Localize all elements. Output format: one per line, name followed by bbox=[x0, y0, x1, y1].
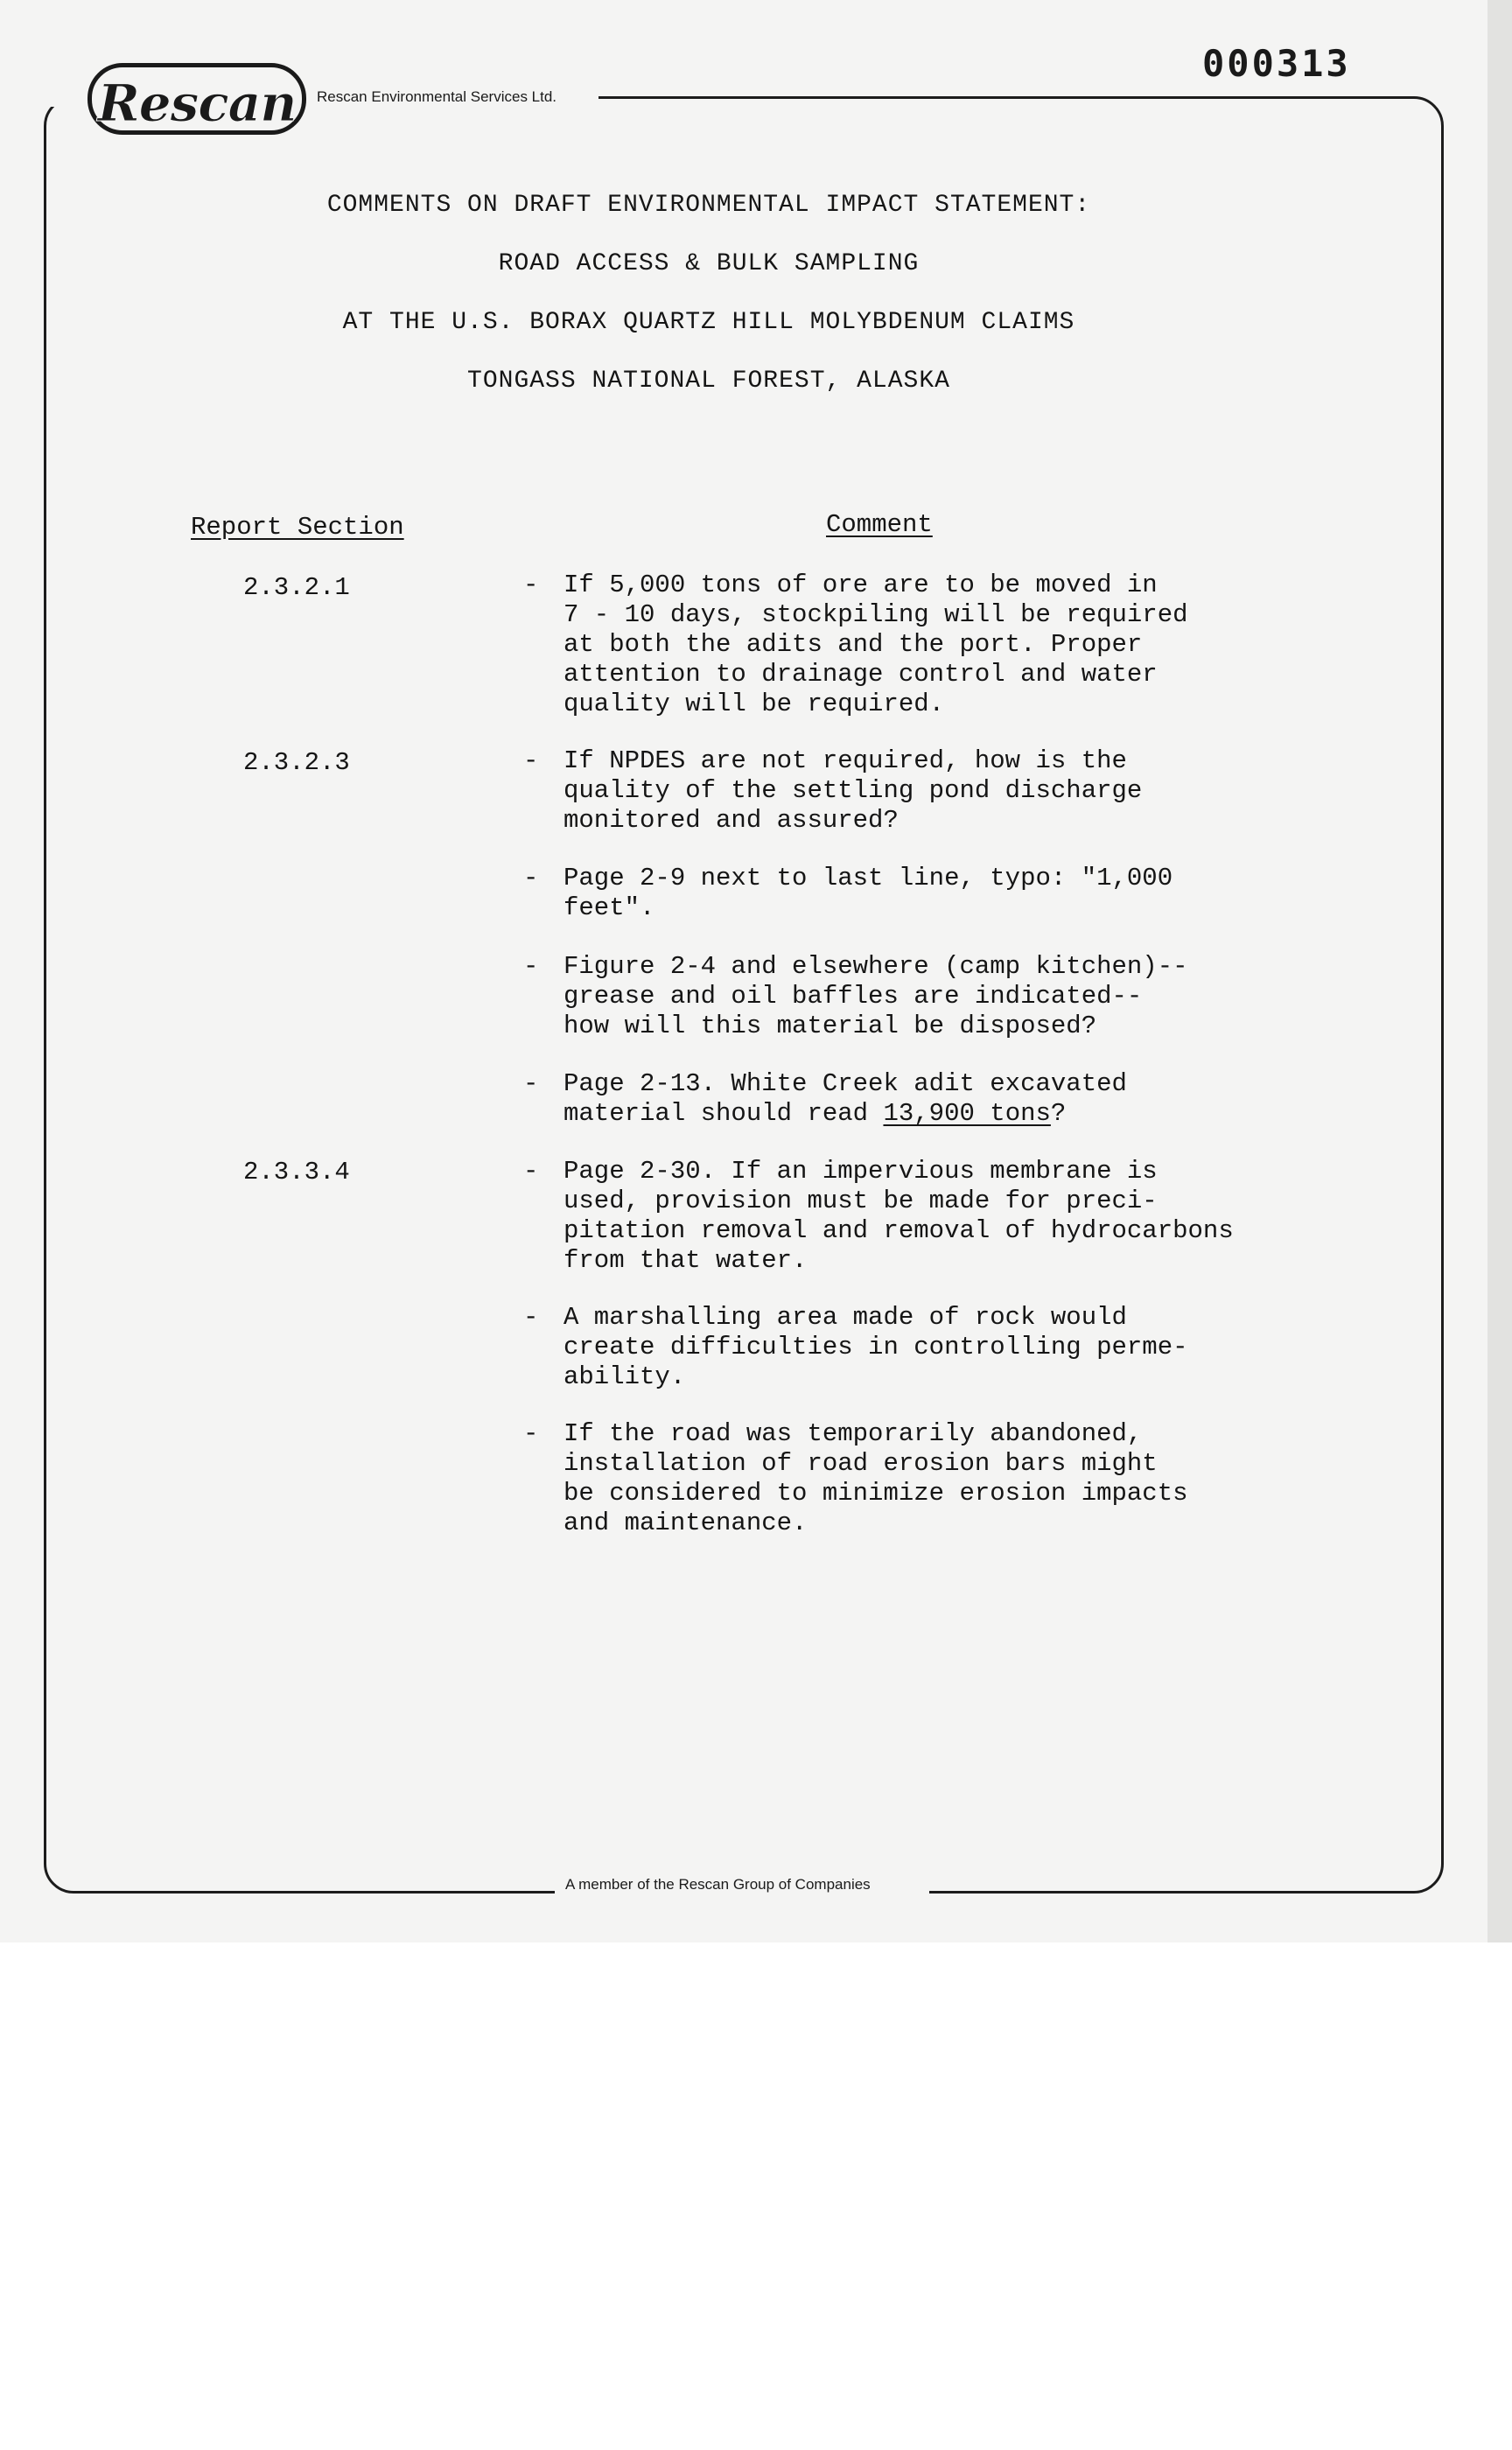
company-name: Rescan Environmental Services Ltd. bbox=[317, 88, 562, 106]
document-number: 000313 bbox=[1202, 42, 1351, 85]
comment-text bbox=[564, 1069, 1368, 1129]
comment-text-part: Page 2-13. White Creek adit excavated material should read bbox=[564, 1069, 1127, 1128]
page-edge-shadow bbox=[1488, 0, 1512, 1942]
comment-text: If the road was temporarily abandoned, installation of road erosion bars might be considered to minimize erosion impacts and maintenance. bbox=[564, 1419, 1188, 1537]
bullet-dash: - bbox=[523, 1069, 539, 1098]
comment-text: Page 2-30. If an impervious membrane is used, provision must be made for preci- pitation removal and removal of hydrocarbons from that water. bbox=[564, 1157, 1234, 1275]
section-number: 2.3.2.1 bbox=[243, 573, 350, 602]
underlined-tonnage: 13,900 tons bbox=[883, 1099, 1051, 1128]
title-line-3: AT THE U.S. BORAX QUARTZ HILL MOLYBDENUM CLAIMS bbox=[342, 309, 1075, 336]
bullet-dash: - bbox=[523, 952, 539, 981]
section-number: 2.3.3.4 bbox=[243, 1158, 350, 1186]
comment-text-part: ? bbox=[1050, 1099, 1067, 1128]
comment-text: Figure 2-4 and elsewhere (camp kitchen)-- grease and oil baffles are indicated-- how will this material be disposed? bbox=[564, 952, 1188, 1040]
title-line-2: ROAD ACCESS & BULK SAMPLING bbox=[498, 250, 920, 277]
bullet-dash: - bbox=[523, 864, 539, 892]
bullet-dash: - bbox=[523, 1303, 539, 1332]
bullet-dash: - bbox=[523, 570, 539, 599]
comment-text: If 5,000 tons of ore are to be moved in 7 - 10 days, stockpiling will be required at both the adits and the port. Proper attention to drainage control and water quality will be required. bbox=[564, 570, 1188, 718]
comment-text: A marshalling area made of rock would create difficulties in controlling perme- ability. bbox=[564, 1303, 1188, 1391]
rescan-logo: Rescan bbox=[88, 63, 306, 135]
bullet-dash: - bbox=[523, 1157, 539, 1186]
title-line-4: TONGASS NATIONAL FOREST, ALASKA bbox=[467, 368, 950, 395]
footer-text: A member of the Rescan Group of Companies bbox=[560, 1876, 876, 1894]
comment-text: Page 2-9 next to last line, typo: "1,000 feet". bbox=[564, 864, 1173, 922]
bullet-dash: - bbox=[523, 746, 539, 775]
comment-header: Comment bbox=[826, 510, 933, 539]
section-number: 2.3.2.3 bbox=[243, 748, 350, 777]
bullet-dash: - bbox=[523, 1419, 539, 1448]
report-section-header: Report Section bbox=[191, 513, 404, 542]
title-line-1: COMMENTS ON DRAFT ENVIRONMENTAL IMPACT STATEMENT: bbox=[326, 192, 1091, 219]
comment-text: If NPDES are not required, how is the quality of the settling pond discharge monitored and assured? bbox=[564, 746, 1143, 835]
